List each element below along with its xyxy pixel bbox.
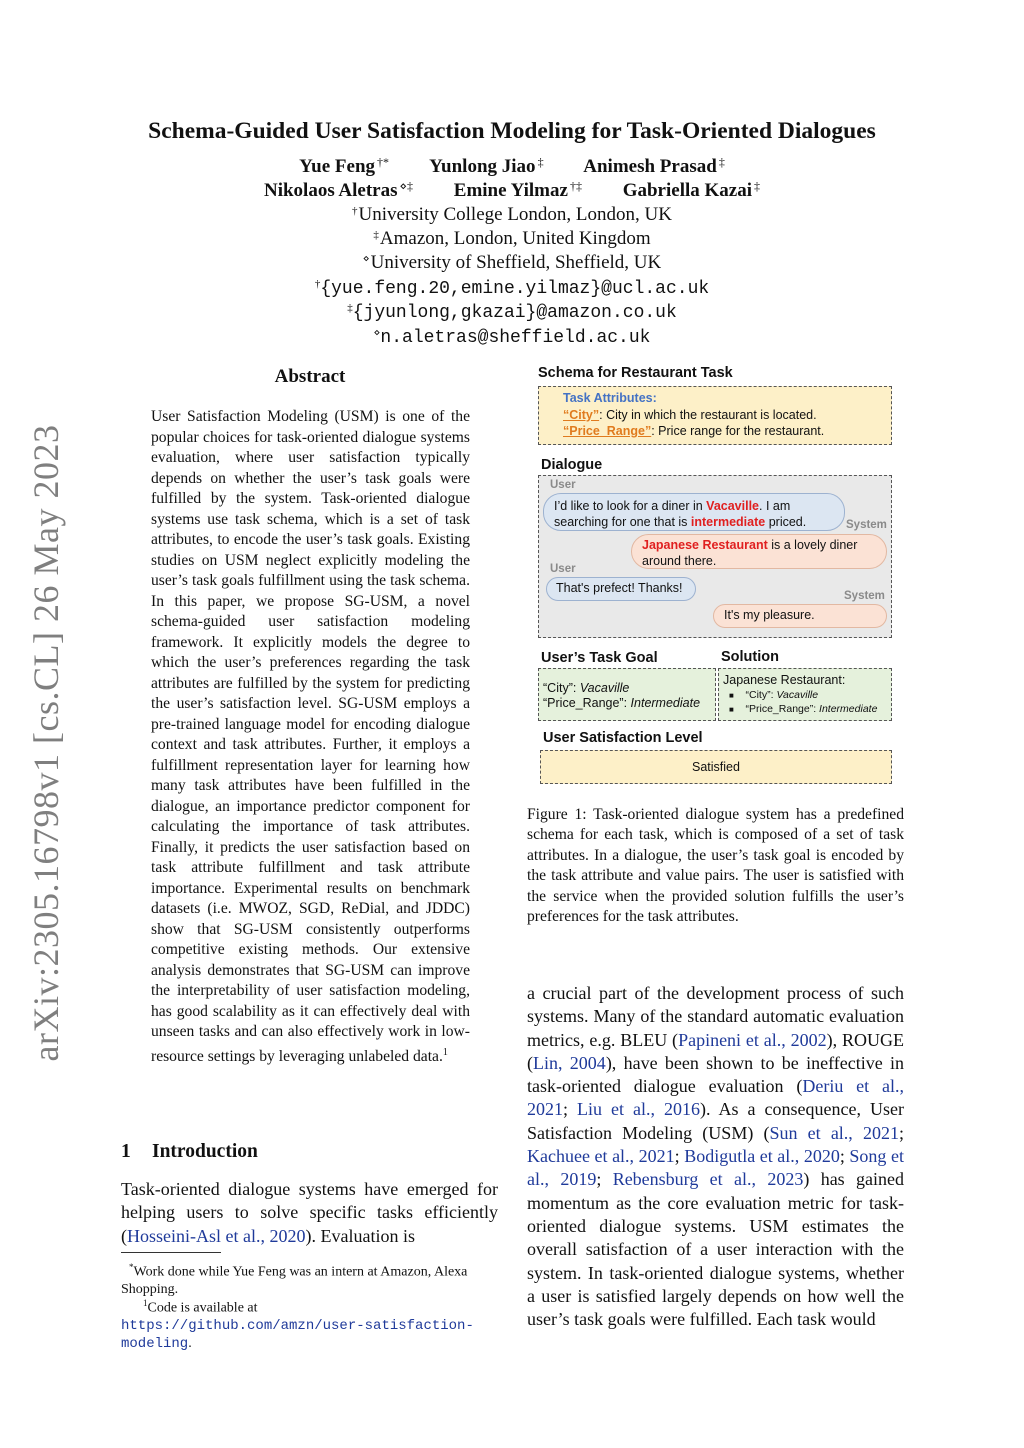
citation-link[interactable]: Deriu et al., 2021 [527, 1076, 904, 1120]
affiliation-line [0, 228, 1024, 250]
citation-link[interactable]: Song et al., 2019 [527, 1146, 904, 1190]
goal-value: Intermediate [630, 696, 701, 710]
user-bubble: That's prefect! Thanks! [546, 577, 696, 601]
author-name: Nikolaos Aletras [263, 180, 398, 201]
body-text: ), ROUGE ( [527, 1029, 904, 1073]
footnote-rule [121, 1252, 221, 1253]
affiliation-mark: ⋄ [362, 253, 370, 265]
citation-link[interactable]: Papineni et al., 2002 [678, 1029, 827, 1050]
author-mark: ‡ [537, 155, 544, 169]
body-text: ; [596, 1169, 613, 1190]
schema-heading: Schema for Restaurant Task [538, 365, 733, 381]
abstract-heading: Abstract [274, 366, 346, 387]
paper-title: Schema-Guided User Satisfaction Modeling for Task-Oriented Dialogues [148, 118, 876, 144]
highlight-value: Japanese Restaurant [642, 538, 768, 552]
bubble-text: is a lovely diner around there. [642, 538, 858, 568]
intro-text: ). Evaluation is [305, 1225, 415, 1246]
affiliation-line [0, 204, 1024, 226]
body-text: ; [898, 1122, 904, 1143]
solution-item: ■ “Price_Range”: Intermediate [729, 703, 878, 715]
affiliation-text: University of Sheffield, Sheffield, UK [370, 252, 662, 273]
citation-link[interactable]: Bodigutla et al., 2020 [684, 1146, 840, 1167]
body-text: ). As a consequence, User Satisfaction Modeling (USM) ( [527, 1099, 904, 1143]
footnote-ref[interactable]: 1 [442, 1046, 448, 1058]
email-text: {yue.feng.20,emine.yilmaz}@ucl.ac.uk [320, 279, 710, 299]
citation-link[interactable]: Kachuee et al., 2021 [527, 1146, 675, 1167]
citation-link[interactable]: Lin, 2004 [533, 1052, 606, 1073]
task-attribute-price [563, 424, 824, 438]
email-mark: ⋄ [373, 327, 381, 339]
attribute-desc: : City in which the restaurant is located. [599, 408, 817, 422]
task-attributes-label: Task Attributes: [563, 391, 657, 405]
affiliation-text: University College London, London, UK [358, 204, 672, 225]
footnote-star [121, 1259, 501, 1298]
author-mark: ‡ [754, 179, 760, 193]
satisfaction-box [540, 750, 892, 784]
figure-caption: Figure 1: Task-oriented dialogue system has a predefined schema for each task, which is composed of a set of task attributes. In a dialogue, the user’s task goal is encoded by the task attribute and value pairs. The user is satisfied with the service when the provided solution fulfills the user’s preferences for the task attributes. [527, 806, 904, 926]
author-row-1 [0, 155, 1024, 178]
email-mark: ‡ [347, 302, 353, 314]
footnote-text: Work done while Yue Feng was an intern at Amazon, Alexa Shopping. [121, 1264, 468, 1297]
dialogue-heading: Dialogue [541, 457, 603, 473]
task-goal-box [538, 668, 716, 721]
footnote-code [121, 1295, 501, 1353]
highlight-value: intermediate [690, 514, 766, 529]
speaker-system: System [846, 519, 887, 531]
author-name: Emine Yilmaz [453, 180, 568, 201]
solution-title: Japanese Restaurant: [723, 673, 846, 687]
intro-text: Task-oriented dialogue systems have emerged for helping users to solve specific tasks efficiently ( [121, 1179, 498, 1246]
satisfaction-value: Satisfied [692, 760, 740, 774]
abstract-text: User Satisfaction Modeling (USM) is one of the popular choices for task-oriented dialogue systems evaluation, where user satisfaction typically depends on whether the user’s task goals were fulfilled by the system. Task-oriented dialogue systems use task schema, which is a set of task attributes, to encode the user’s task goals. Existing studies on USM neglect explicitly modeling the user’s task goals fulfillment using the task schema. In this paper, we propose SG-USM, a novel schema-guided user satisfaction modeling framework. It explicitly models the degree to which the user’s preferences regarding the task attributes are fulfilled by the system for predicting the user’s satisfaction level. SG-USM employs a pre-trained language model for encoding dialogue context and task attributes. Further, it employs a fulfillment representation layer for learning how many task attributes have been fulfilled in the dialogue, an importance predictor component for calculating the importance of task attributes. Finally, it predicts the user satisfaction based on task attribute fulfillment and task attribute importance. Experimental results on benchmark datasets (i.e. MWOZ, SGD, ReDial, and JDDC) show that SG-USM consistently outperforms competitive existing methods. Our extensive analysis demonstrates that SG-USM can improve the interpretability of user satisfaction modeling, has good scalability as it can effectively deal with unseen tasks and can also effectively work in low-resource settings by leveraging unlabeled data. [151, 408, 470, 1065]
task-attribute-city [563, 408, 817, 422]
footnote-text: Code is available at [147, 1300, 258, 1316]
highlight-value: Vacaville [706, 499, 759, 513]
email-text: {jyunlong,gkazai}@amazon.co.uk [352, 303, 677, 323]
solution-value: Vacaville [776, 689, 819, 701]
goal-value: Vacaville [579, 681, 630, 695]
footnote-mark: 1 [143, 1298, 148, 1308]
citation-link[interactable]: Hosseini-Asl et al., 2020 [127, 1225, 306, 1246]
goal-line [543, 696, 700, 710]
solution-value: Intermediate [819, 703, 878, 715]
solution-box [718, 668, 892, 721]
citation-link[interactable]: Rebensburg et al., 2023 [612, 1169, 804, 1190]
solution-key: “Price_Range”: [745, 703, 820, 715]
satisfaction-heading: User Satisfaction Level [543, 730, 703, 746]
section-number: 1 [121, 1141, 131, 1162]
author-name: Animesh Prasad [583, 156, 717, 177]
user-bubble [543, 493, 845, 531]
task-goal-heading: User’s Task Goal [541, 650, 658, 666]
abstract-body [151, 407, 470, 1067]
right-column-paragraph [527, 982, 904, 1331]
author-mark: †‡ [569, 179, 582, 193]
author-row-2 [0, 179, 1024, 202]
affiliation-text: Amazon, London, United Kingdom [379, 228, 651, 249]
intro-paragraph [121, 1178, 498, 1248]
goal-key: “Price_Range”: [543, 696, 631, 710]
attribute-name: “City” [563, 408, 600, 422]
author-mark: ⋄‡ [399, 179, 414, 193]
affiliation-line [0, 252, 1024, 274]
section-title: Introduction [152, 1141, 258, 1162]
solution-key: “City”: [745, 689, 777, 701]
goal-line [543, 681, 629, 695]
attribute-name: “Price_Range” [563, 424, 652, 438]
solution-heading: Solution [721, 649, 779, 665]
arxiv-stamp: arXiv:2305.16798v1 [cs.CL] 26 May 2023 [26, 424, 66, 1062]
email-mark: † [314, 278, 321, 290]
dialogue-box [538, 475, 892, 638]
schema-box [538, 386, 892, 445]
system-bubble: It's my pleasure. [713, 604, 887, 628]
footnote-text: . [188, 1335, 192, 1351]
email-line [0, 326, 1024, 348]
email-line [0, 302, 1024, 323]
affiliation-mark: ‡ [373, 229, 379, 241]
footnote-mark: * [129, 1262, 134, 1272]
affiliation-mark: † [352, 205, 358, 217]
bubble-text: I’d like to look for a diner in [554, 499, 707, 513]
email-text: n.aletras@sheffield.ac.uk [380, 328, 651, 348]
section-heading [121, 1141, 258, 1163]
author-name: Yue Feng [299, 156, 376, 177]
author-name: Yunlong Jiao [429, 156, 536, 177]
bubble-text: priced. [765, 514, 807, 529]
goal-key: “City”: [543, 681, 580, 695]
author-name: Gabriella Kazai [622, 180, 752, 201]
solution-item: ■ “City”: Vacaville [729, 689, 819, 701]
body-text: ; [839, 1146, 850, 1167]
citation-link[interactable]: Sun et al., 2021 [769, 1122, 899, 1143]
author-mark: †* [377, 155, 390, 169]
code-url-link[interactable]: https://github.com/amzn/user-satisfaction-modeling [121, 1317, 474, 1352]
body-text: ; [563, 1099, 578, 1120]
author-mark: ‡ [718, 155, 725, 169]
speaker-user: User [550, 563, 576, 575]
bubble-text: . I am searching for one that is [554, 499, 791, 529]
email-line [0, 278, 1024, 299]
body-text: ; [674, 1146, 685, 1167]
system-bubble [631, 534, 887, 569]
body-text: ), have been shown to be ineffective in task-oriented dialogue evaluation ( [527, 1052, 905, 1097]
speaker-user: User [550, 479, 576, 491]
citation-link[interactable]: Liu et al., 2016 [577, 1099, 701, 1120]
body-text: a crucial part of the development process of such systems. Many of the standard automatic evaluation metrics, e.g. BLEU ( [527, 983, 904, 1050]
attribute-desc: : Price range for the restaurant. [651, 424, 825, 438]
speaker-system: System [844, 590, 885, 602]
body-text: ) has gained momentum as the core evaluation metric for task-oriented dialogue systems. USM estimates the overall satisfaction of a user interaction with the system. In task-oriented dialogue systems, whether a user is satisfied largely depends on how well the user’s task goals were fulfilled. Each task would [527, 1169, 905, 1330]
